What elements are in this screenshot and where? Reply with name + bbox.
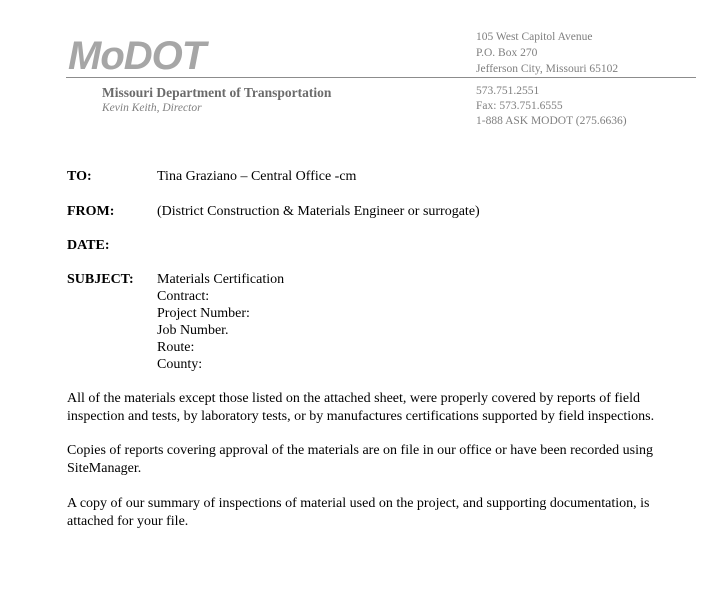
subject-lines xyxy=(157,271,284,373)
department-name: Missouri Department of Transportation xyxy=(102,85,332,100)
modot-logo: MoDOT xyxy=(68,34,206,78)
subject-label: SUBJECT: xyxy=(67,272,134,287)
contact-info xyxy=(476,84,627,129)
to-label: TO: xyxy=(67,169,92,184)
job-number-line: Job Number. xyxy=(157,323,229,338)
body-paragraph-reports: Copies of reports covering approval of the materials are on file in our office or have been recorded using SiteManager. xyxy=(67,443,653,476)
from-label: FROM: xyxy=(67,204,115,219)
address-line: Jefferson City, Missouri 65102 xyxy=(476,63,619,75)
letterhead-divider xyxy=(66,77,696,78)
to-value: Tina Graziano – Central Office -cm xyxy=(157,169,357,184)
subject-title: Materials Certification xyxy=(157,272,285,287)
body-paragraph-summary: A copy of our summary of inspections of material used on the project, and supporting documentation, is attached for your file. xyxy=(67,496,650,529)
project-number-line: Project Number: xyxy=(157,306,250,321)
toll-free-number: 1-888 ASK MODOT (275.6636) xyxy=(476,115,627,127)
mailing-address xyxy=(476,29,618,77)
from-value: (District Construction & Materials Engineer or surrogate) xyxy=(157,204,480,219)
fax-number: Fax: 573.751.6555 xyxy=(476,100,563,112)
address-line: P.O. Box 270 xyxy=(476,47,538,59)
date-label: DATE: xyxy=(67,238,110,253)
body-paragraph-materials: All of the materials except those listed on the attached sheet, were properly covered by reports of field inspection and tests, by laboratory tests, or by manufactures certifications supported by field inspections. xyxy=(67,391,655,424)
director-name: Kevin Keith, Director xyxy=(102,102,202,114)
county-line: County: xyxy=(157,357,203,372)
phone-number: 573.751.2551 xyxy=(476,85,540,97)
contract-line: Contract: xyxy=(157,289,210,304)
route-line: Route: xyxy=(157,340,195,355)
address-line: 105 West Capitol Avenue xyxy=(476,31,593,43)
